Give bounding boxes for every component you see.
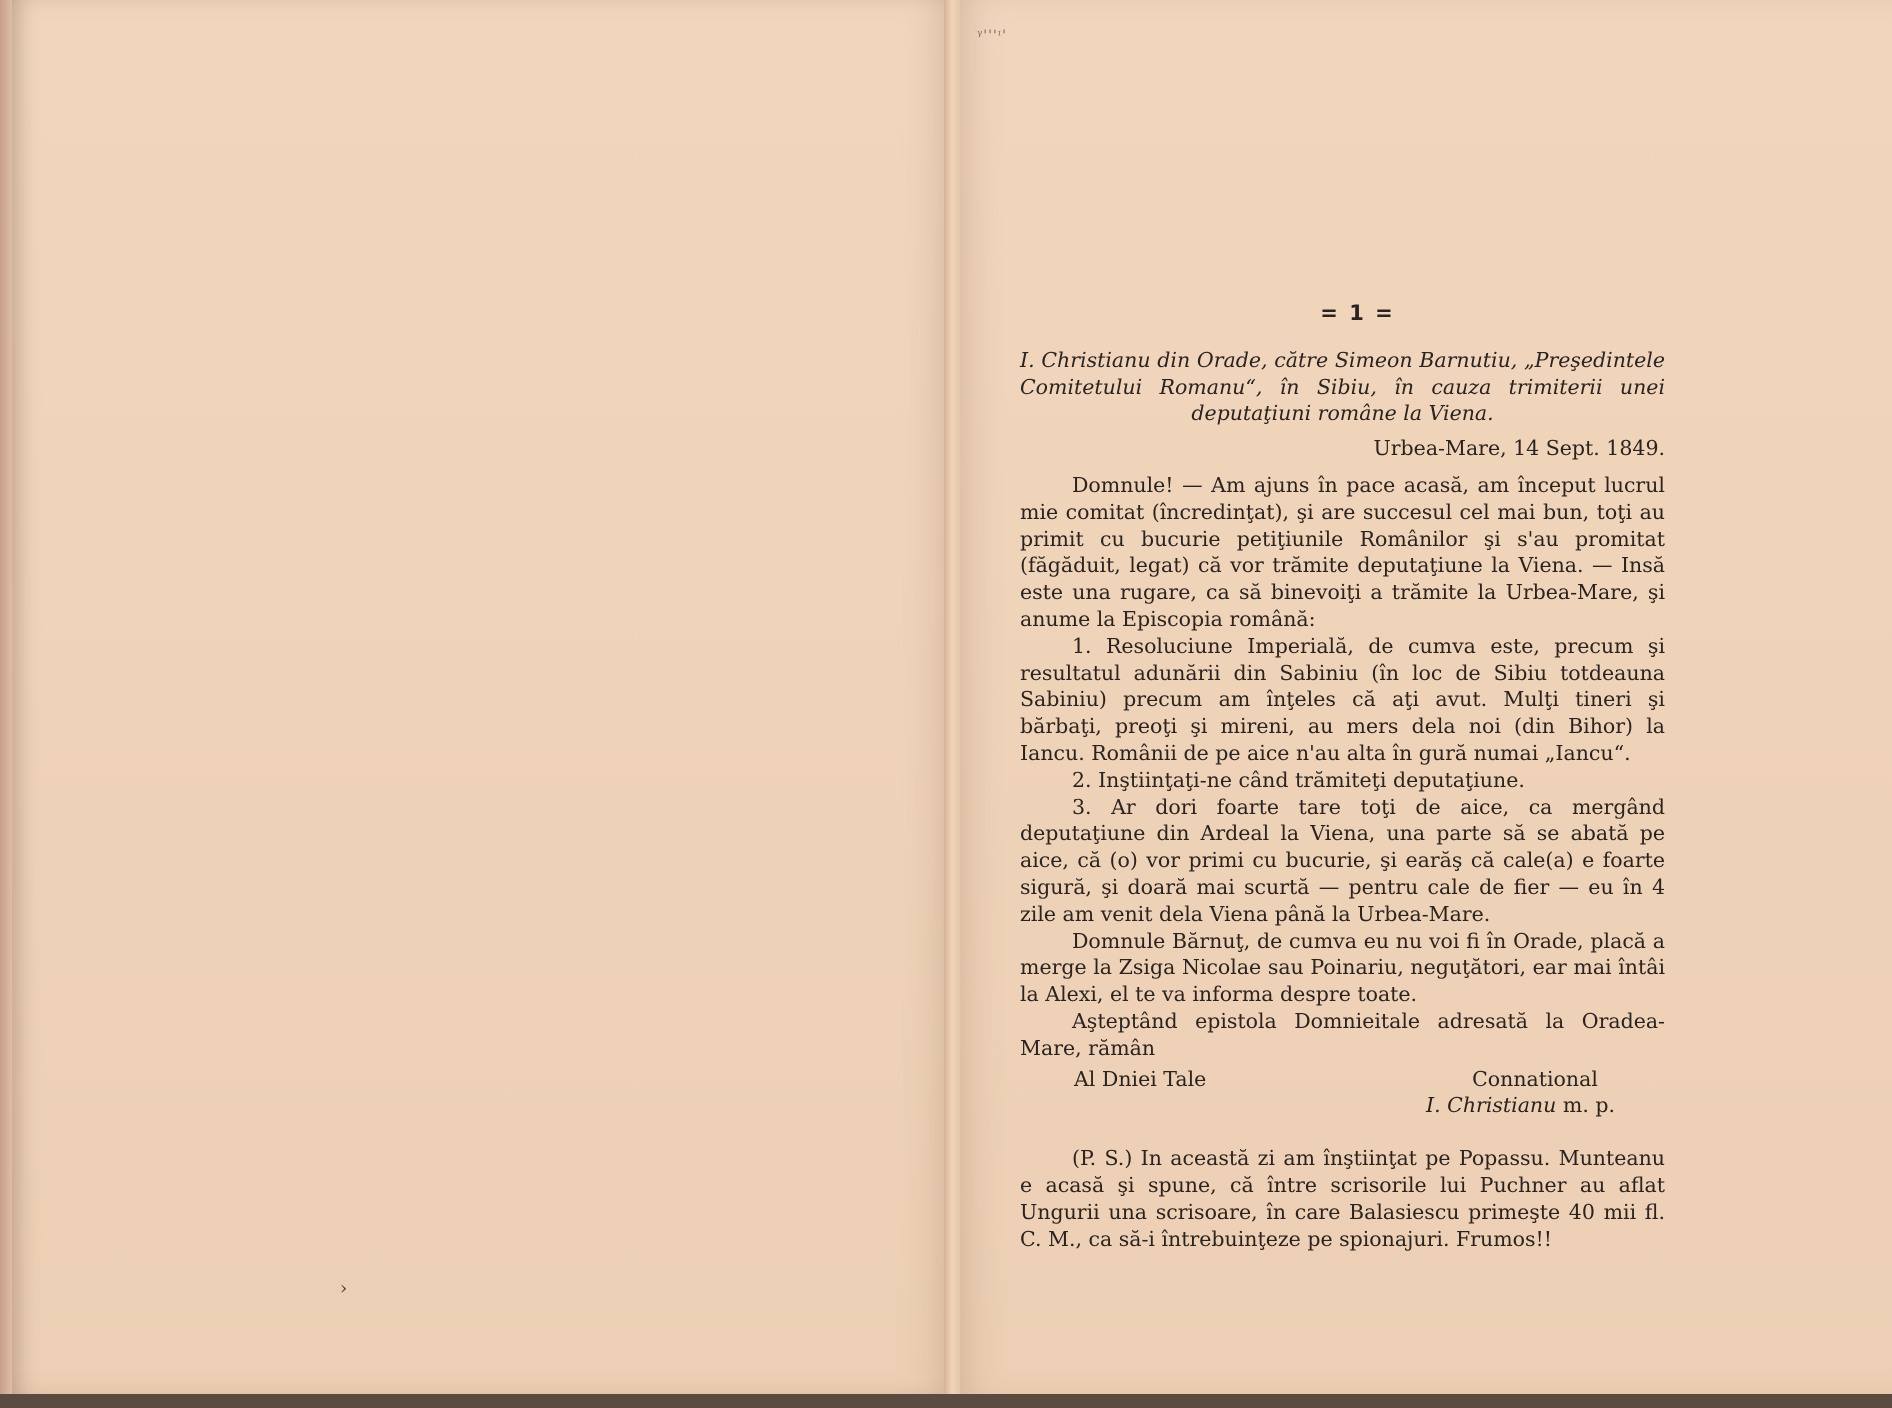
postscript: (P. S.) In această zi am înştiinţat pe Popassu. Munteanu e acasă şi spune, că între scrisorile lui Puchner au aflat Ungurii una scrisoare, în care Balasiescu primeşte 40 mii fl. C. M., ca să-i întrebuinţeze pe spionajuri. Frumos!! bbox=[1020, 1146, 1665, 1251]
paragraph: Domnule Bărnuţ, de cumva eu nu voi fi în Orade, placă a merge la Zsiga Nicolae sau Poinariu, neguţători, ear mai întâi la Alexi, el te va informa despre toate. bbox=[1020, 928, 1665, 1007]
stray-mark: › bbox=[340, 1278, 348, 1299]
paragraph: Aşteptând epistola Domnieitale adresată la Oradea-Mare, rămân bbox=[1020, 1008, 1665, 1060]
paragraph: Domnule! — Am ajuns în pace acasă, am început lucrul mie comitat (încredinţat), şi are succesul cel mai bun, toţi au primit cu bucurie petiţiunile Românilor şi s'au promitat (făgăduit, legat) că vor trămite deputaţiune la Viena. — Insă este una rugare, ca să binevoiţi a trămite la Urbea-Mare, şi anume la Episcopia română: bbox=[1020, 472, 1665, 631]
signature-name bbox=[1020, 1092, 1665, 1119]
letter-text bbox=[1020, 300, 1665, 1252]
left-page bbox=[12, 0, 952, 1394]
page-number: = 1 = bbox=[1320, 301, 1395, 325]
document-heading: I. Christianu din Orade, către Simeon Barnutiu, „Preşedintele Comitetului Romanu“, în Sibiu, în cauza trimiterii unei deputaţiuni române la Viena. bbox=[1020, 347, 1665, 426]
signer-name: I. Christianu bbox=[1426, 1093, 1557, 1118]
paragraph: 1. Resoluciune Imperială, de cumva este, precum şi resultatul adunării din Sabiniu (în loc de Sibiu totdeauna Sabiniu) precum am înţeles că aţi avut. Mulţi tineri şi bărbaţi, preoţi şi mireni, au mers dela noi (din Bihor) la Iancu. Românii de pe aice n'au alta în gură numai „Iancu“. bbox=[1020, 633, 1665, 765]
signature-row bbox=[1020, 1066, 1665, 1093]
paragraph: 3. Ar dori foarte tare toţi de aice, ca mergând deputaţiune din Ardeal la Viena, una parte să se abată pe aice, că (o) vor primi cu bucurie, şi earăş că cale(a) e foarte sigură, şi doară mai scurtă — pentru cale de fier — eu în 4 zile am venit dela Viena până la Urbea-Mare. bbox=[1020, 794, 1665, 926]
dateline: Urbea-Mare, 14 Sept. 1849. bbox=[1373, 436, 1665, 461]
scan-bottom-edge bbox=[0, 1394, 1892, 1408]
signature-title: Connational bbox=[1472, 1066, 1598, 1091]
scan-mark: ᵞ'''ᶦ' bbox=[977, 28, 1007, 44]
signature-closing: Al Dniei Tale bbox=[1074, 1066, 1207, 1091]
paragraph: 2. Inştiinţaţi-ne când trămiteţi deputaţiune. bbox=[1072, 767, 1525, 792]
book-gutter bbox=[944, 0, 960, 1394]
signer-suffix: m. p. bbox=[1562, 1093, 1615, 1118]
